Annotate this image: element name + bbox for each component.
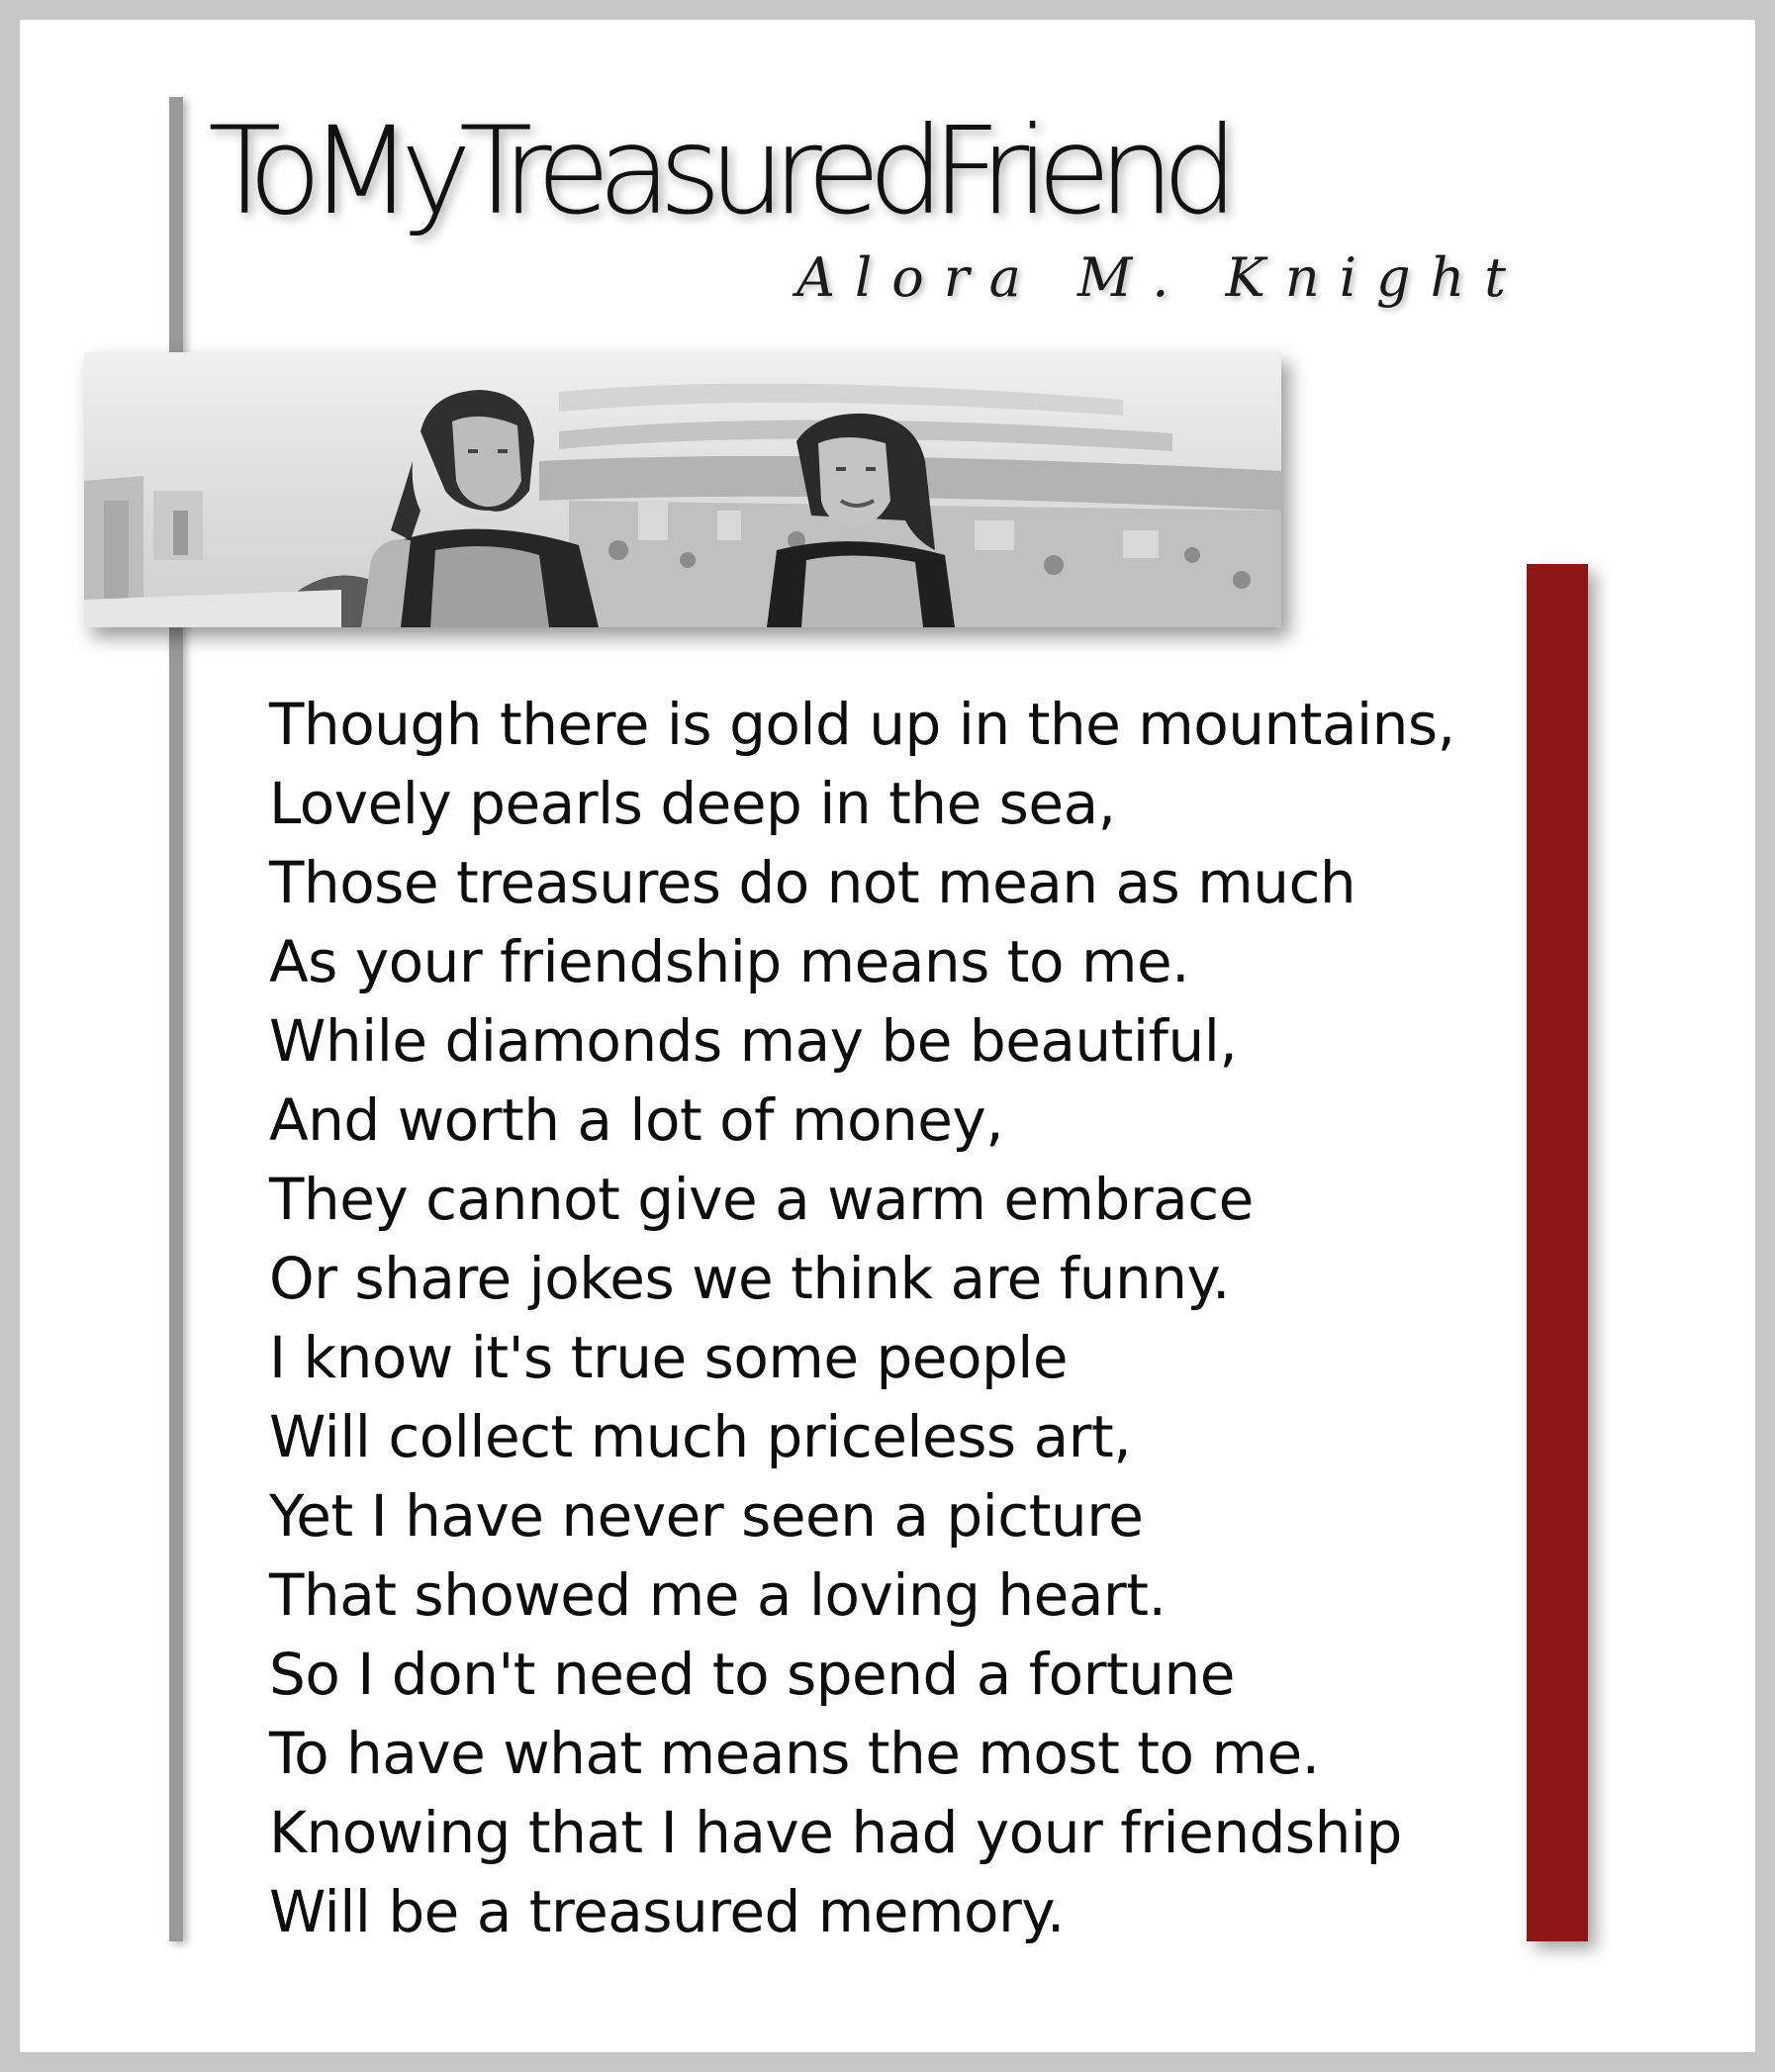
- poem-line: To have what means the most to me.: [269, 1720, 1320, 1787]
- red-accent-bar: [1527, 564, 1588, 1941]
- poem-line: Though there is gold up in the mountains,: [269, 691, 1455, 758]
- poem-line: Will be a treasured memory.: [269, 1878, 1065, 1945]
- poem-line: I know it's true some people: [269, 1324, 1069, 1391]
- poem-line: They cannot give a warm embrace: [269, 1166, 1254, 1233]
- poem-line: And worth a lot of money,: [269, 1086, 1004, 1154]
- poster-frame: [20, 20, 1755, 2052]
- poem-line: Those treasures do not mean as much: [269, 849, 1356, 916]
- poem-body: [269, 685, 1455, 1951]
- poem-title: ToMyTreasuredFriend: [208, 101, 1226, 241]
- poem-line: While diamonds may be beautiful,: [269, 1007, 1238, 1075]
- poem-line: As your friendship means to me.: [269, 928, 1190, 995]
- poem-line: That showed me a loving heart.: [269, 1561, 1167, 1629]
- author-signature: Alora M. Knight: [796, 246, 1527, 309]
- poem-line: Will collect much priceless art,: [269, 1403, 1132, 1470]
- poem-line: Yet I have never seen a picture: [269, 1482, 1144, 1550]
- poem-line: Lovely pearls deep in the sea,: [269, 770, 1116, 837]
- friends-photo-banner: [84, 352, 1281, 627]
- poem-line: So I don't need to spend a fortune: [269, 1641, 1235, 1708]
- poem-line: Or share jokes we think are funny.: [269, 1245, 1230, 1312]
- poem-line: Knowing that I have had your friendship: [269, 1799, 1402, 1866]
- two-friends-running-photo-icon: [84, 352, 1281, 627]
